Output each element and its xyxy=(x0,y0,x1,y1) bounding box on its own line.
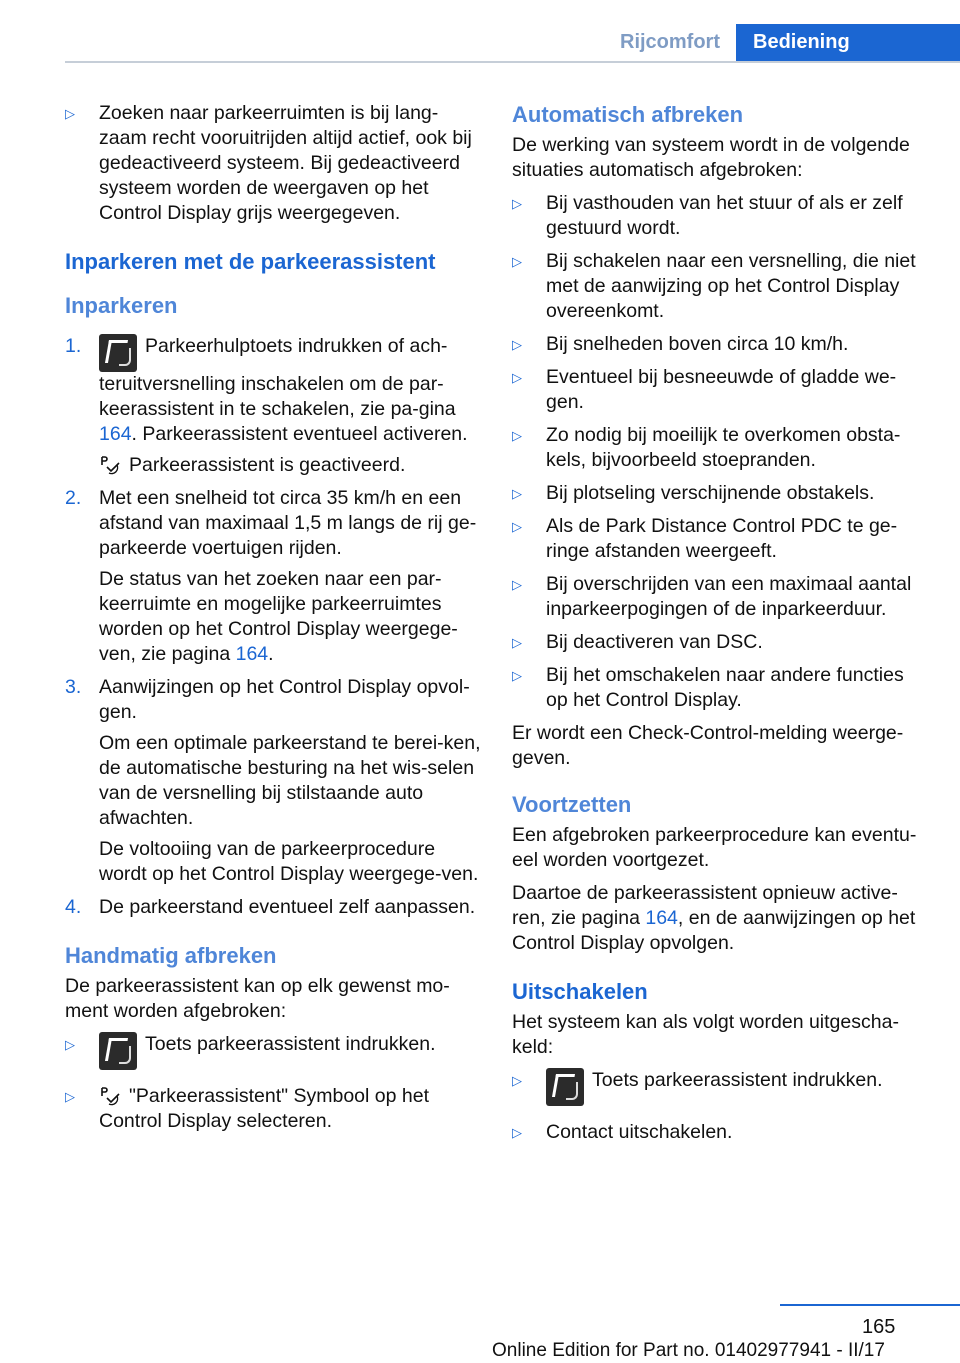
parking-assist-button-icon xyxy=(99,334,137,372)
triangle-bullet-icon: ▷ xyxy=(65,1037,75,1052)
list-item: ▷ Toets parkeerassistent indrukken. xyxy=(512,1068,930,1106)
page-link[interactable]: 164 xyxy=(235,643,269,665)
triangle-bullet-icon: ▷ xyxy=(65,1089,75,1104)
section-heading: Inparkeren met de parkeerassistent xyxy=(65,249,436,274)
triangle-bullet-icon: ▷ xyxy=(512,254,522,269)
triangle-bullet-icon: ▷ xyxy=(512,577,522,592)
footer-rule xyxy=(780,1304,960,1306)
header-tab-rijcomfort[interactable]: Rijcomfort xyxy=(620,31,720,53)
parking-assistant-symbol-icon xyxy=(99,1086,121,1106)
edition-text: Online Edition for Part no. 01402977941 - II/17 xyxy=(492,1340,885,1361)
list-item: ▷ Bij plotseling verschijnende obstakels. xyxy=(512,482,875,504)
list-item: ▷ Bij snelheden boven circa 10 km/h. xyxy=(512,333,849,355)
list-item: ▷ Bij overschrijden van een maximaal aantal inparkeerpogingen of de inparkeerduur. xyxy=(512,573,912,620)
triangle-bullet-icon: ▷ xyxy=(512,337,522,352)
right-column: Automatisch afbreken De werking van systeem wordt in de volgende situaties automatisch afgebroken: ▷ Bij vasthouden van het stuur of als er zelf gestuurd wordt. ▷ Bij schakelen naar een versnelling, die niet met de aanwijzing op het Control Display overeenkomt. ▷ Bij snelheden boven circa 10 km/h. ▷ Eventueel bij besneeuwde of gladde we‐gen. ▷ Zo nodig bij moeilijk te overkomen obsta‐kels, bijvoorbeeld stoepranden. ▷ Bij plotseling verschijnende obstakels. ▷ Als de Park Distance Control PDC te ge‐ringe afstanden weergeeft. ▷ Bij overschrijden van een maximaal aantal inparkeerpogingen of de inparkeerduur. ▷ Bij deactiveren van DSC. ▷ Bij het omschakelen naar andere functies op het Control Display. Er wordt een Check-Control-melding weerge‐geven. Voortzetten Een afgebroken parkeerprocedure kan eventu‐eel worden voortgezet. Daartoe de parkeerassistent opnieuw active‐ren, zie pagina 164, en de aanwijzingen op het Control Display opvolgen. Uitschakelen Het systeem kan als volgt worden uitgescha‐keld: ▷ Toets parkeerassistent indrukken. ▷ Contact uitschakelen. xyxy=(512,101,930,1153)
parking-assistant-symbol-icon xyxy=(99,455,121,475)
triangle-bullet-icon: ▷ xyxy=(512,486,522,501)
list-item: ▷ Zo nodig bij moeilijk te overkomen obsta‐kels, bijvoorbeeld stoepranden. xyxy=(512,424,901,471)
triangle-bullet-icon: ▷ xyxy=(65,106,75,121)
list-item: ▷ Bij het omschakelen naar andere functies op het Control Display. xyxy=(512,664,904,711)
list-item: ▷ Bij deactiveren van DSC. xyxy=(512,631,763,653)
list-item: ▷ Als de Park Distance Control PDC te ge‐ringe afstanden weergeeft. xyxy=(512,515,898,562)
step-4: 4. De parkeerstand eventueel zelf aanpassen. xyxy=(65,896,476,918)
triangle-bullet-icon: ▷ xyxy=(512,370,522,385)
subsection-heading: Handmatig afbreken xyxy=(65,943,277,968)
subsection-heading: Voortzetten xyxy=(512,792,632,817)
step-2: 2. Met een snelheid tot circa 35 km/h en een afstand van maximaal 1,5 m langs de rij ge‐parkeerde voertuigen rijden. De status van het zoeken naar een par‐keerruimte en mogelijke parkeerruimtes worden op het Control Display weergege‐ven, zie pagina 164. xyxy=(65,487,477,665)
header-rule xyxy=(65,61,960,63)
page-link[interactable]: 164 xyxy=(645,907,678,929)
triangle-bullet-icon: ▷ xyxy=(512,196,522,211)
triangle-bullet-icon: ▷ xyxy=(512,668,522,683)
step-1: 1. Parkeerhulptoets indrukken of ach‐teruitversnelling inschakelen om de par‐keerassistent in te schakelen, zie pa‐gina 164. Parkeerassistent eventueel activeren. Parkeerassistent is geactiveerd. xyxy=(65,335,468,476)
step-3: 3. Aanwijzingen op het Control Display opvol‐gen. Om een optimale parkeerstand te berei‐ken, de automatische besturing na het wis‐selen van de versnelling bij stilstaande auto afwachten. De voltooiing van de parkeerprocedure wordt op het Control Display weergege‐ven. xyxy=(65,676,481,885)
page-number: 165 xyxy=(862,1316,896,1338)
subsection-heading: Automatisch afbreken xyxy=(512,102,744,127)
list-item: ▷ "Parkeerassistent" Symbool op het Control Display selecteren. xyxy=(65,1085,429,1132)
parking-assist-button-icon xyxy=(99,1032,137,1070)
header-tab-bediening[interactable]: Bediening xyxy=(736,24,960,61)
triangle-bullet-icon: ▷ xyxy=(512,428,522,443)
list-item: ▷ Toets parkeerassistent indrukken. xyxy=(65,1032,483,1070)
triangle-bullet-icon: ▷ xyxy=(512,635,522,650)
list-item: ▷ Contact uitschakelen. xyxy=(512,1121,733,1143)
triangle-bullet-icon: ▷ xyxy=(512,1073,522,1088)
subsection-heading: Uitschakelen xyxy=(512,979,648,1004)
left-column: ▷ Zoeken naar parkeerruimten is bij lang‐zaam recht vooruitrijden altijd actief, ook bij gedeactiveerd systeem. Bij gedeactiveerd systeem worden de weergaven op het Control Display grijs weergegeven. Inparkeren met de parkeerassistent Inparkeren 1. Parkeerhulptoets indrukken of ach‐teruitversnelling inschakelen om de par‐keerassistent in te schakelen, zie pa‐gina 164. Parkeerassistent eventueel activeren. Parkeerassistent is geactiveerd. 2. Met een snelheid tot circa 35 km/h en een afstand van maximaal 1,5 m langs de rij ge‐parkeerde voertuigen rijden. De status van het zoeken naar een par‐keerruimte en mogelijke parkeerruimtes worden op het Control Display weergege‐ven, zie pagina 164. 3. Aanwijzingen op het Control Display opvol‐gen. Om een optimale parkeerstand te berei‐ken, de automatische besturing na het wis‐selen van de versnelling bij stilstaande auto afwachten. De voltooiing van de parkeerprocedure wordt op het Control Display weergege‐ven. 4. De parkeerstand eventueel zelf aanpassen. Handmatig afbreken De parkeerassistent kan op elk gewenst mo‐ment worden afgebroken: ▷ Toets parkeerassistent indrukken. ▷ "Parkeerassistent" Symbool op het Control Display selecteren. xyxy=(65,101,483,1142)
triangle-bullet-icon: ▷ xyxy=(512,1125,522,1140)
parking-assist-button-icon xyxy=(546,1068,584,1106)
page-link[interactable]: 164 xyxy=(99,423,132,445)
list-item: ▷ Zoeken naar parkeerruimten is bij lang‐zaam recht vooruitrijden altijd actief, ook bij gedeactiveerd systeem. Bij gedeactiveerd systeem worden de weergaven op het Control Display grijs weergegeven. xyxy=(65,102,472,224)
triangle-bullet-icon: ▷ xyxy=(512,519,522,534)
list-item: ▷ Bij vasthouden van het stuur of als er zelf gestuurd wordt. xyxy=(512,192,903,239)
list-item: ▷ Bij schakelen naar een versnelling, die niet met de aanwijzing op het Control Display overeenkomt. xyxy=(512,250,916,322)
list-item: ▷ Eventueel bij besneeuwde of gladde we‐gen. xyxy=(512,366,897,413)
subsection-heading: Inparkeren xyxy=(65,293,178,318)
